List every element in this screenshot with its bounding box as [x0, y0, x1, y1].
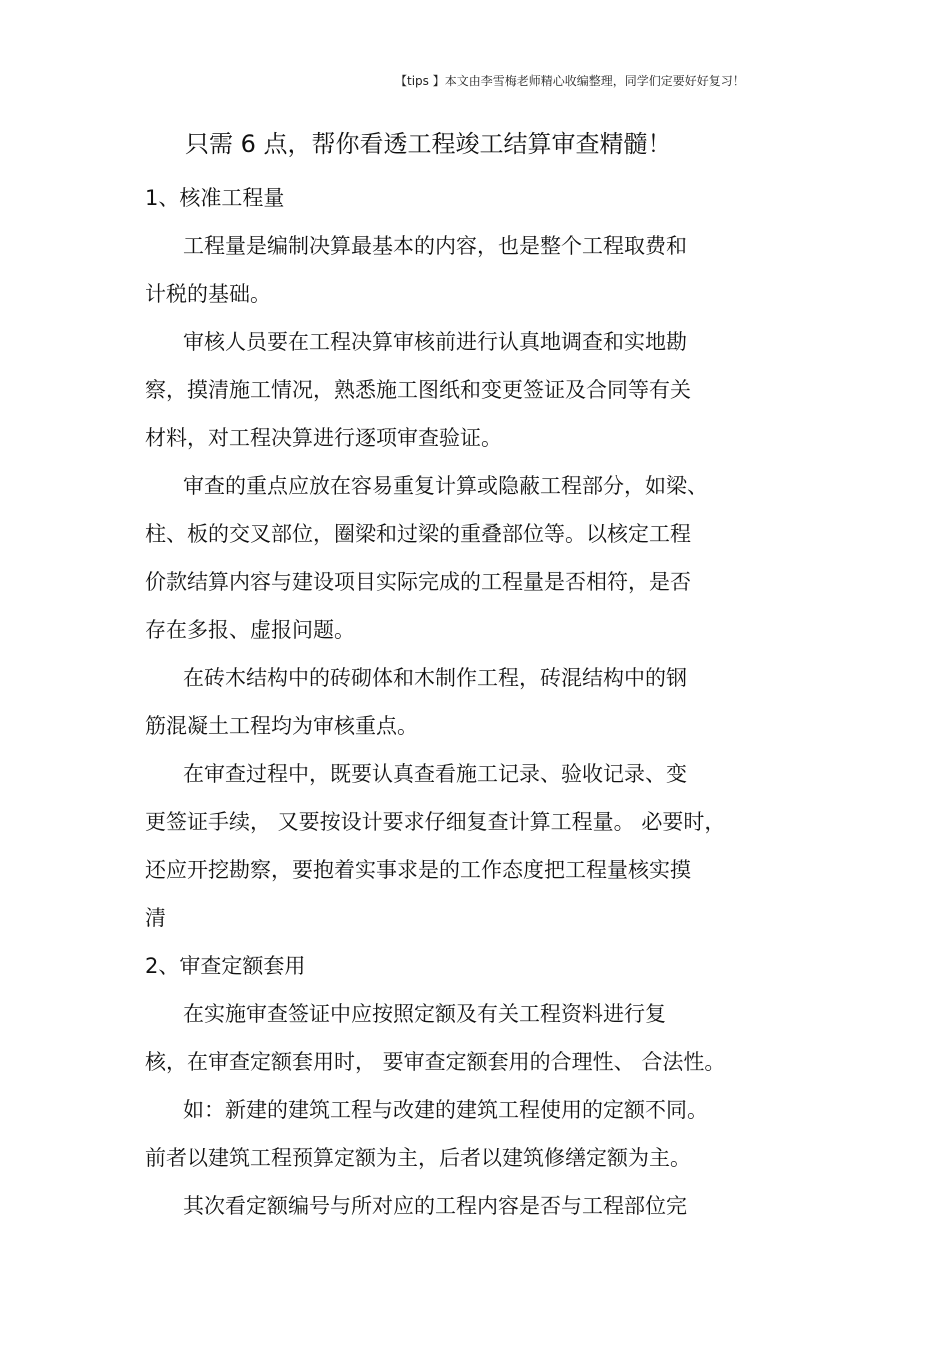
paragraph-line: 筋混凝土工程均为审核重点。 — [145, 714, 418, 738]
paragraph-line: 在砖木结构中的砖砌体和木制作工程，砖混结构中的钢 — [183, 666, 687, 690]
header-tips: 【tips 】本文由李雪梅老师精心收编整理，同学们定要好好复习！ — [395, 74, 745, 88]
paragraph-line: 存在多报、虚报问题。 — [145, 618, 355, 642]
paragraph-line: 审核人员要在工程决算审核前进行认真地调查和实地勘 — [183, 330, 687, 354]
paragraph-line: 更签证手续， 又要按设计要求仔细复查计算工程量。 必要时， — [145, 810, 726, 834]
paragraph-line: 柱、板的交叉部位，圈梁和过梁的重叠部位等。以核定工程 — [145, 522, 691, 546]
paragraph-line: 价款结算内容与建设项目实际完成的工程量是否相符，是否 — [145, 570, 691, 594]
paragraph-line: 材料，对工程决算进行逐项审查验证。 — [145, 426, 502, 450]
paragraph-line: 在审查过程中，既要认真查看施工记录、验收记录、变 — [183, 762, 687, 786]
paragraph-line: 还应开挖勘察，要抱着实事求是的工作态度把工程量核实摸 — [145, 858, 691, 882]
paragraph-line: 核，在审查定额套用时， 要审查定额套用的合理性、 合法性。 — [145, 1050, 726, 1074]
paragraph-line: 在实施审查签证中应按照定额及有关工程资料进行复 — [183, 1002, 666, 1026]
document-title: 只需 6 点，帮你看透工程竣工结算审查精髓！ — [185, 130, 672, 158]
paragraph-line: 如：新建的建筑工程与改建的建筑工程使用的定额不同。 — [183, 1098, 708, 1122]
paragraph-line: 计税的基础。 — [145, 282, 271, 306]
paragraph-line: 其次看定额编号与所对应的工程内容是否与工程部位完 — [183, 1194, 687, 1218]
paragraph-line: 察，摸清施工情况，熟悉施工图纸和变更签证及合同等有关 — [145, 378, 691, 402]
section-heading: 2、审查定额套用 — [145, 954, 306, 978]
paragraph-line: 工程量是编制决算最基本的内容，也是整个工程取费和 — [183, 234, 687, 258]
paragraph-line: 前者以建筑工程预算定额为主，后者以建筑修缮定额为主。 — [145, 1146, 691, 1170]
paragraph-line: 审查的重点应放在容易重复计算或隐蔽工程部分，如梁、 — [183, 474, 708, 498]
section-heading: 1、核准工程量 — [145, 186, 285, 210]
paragraph-line: 清 — [145, 906, 166, 930]
